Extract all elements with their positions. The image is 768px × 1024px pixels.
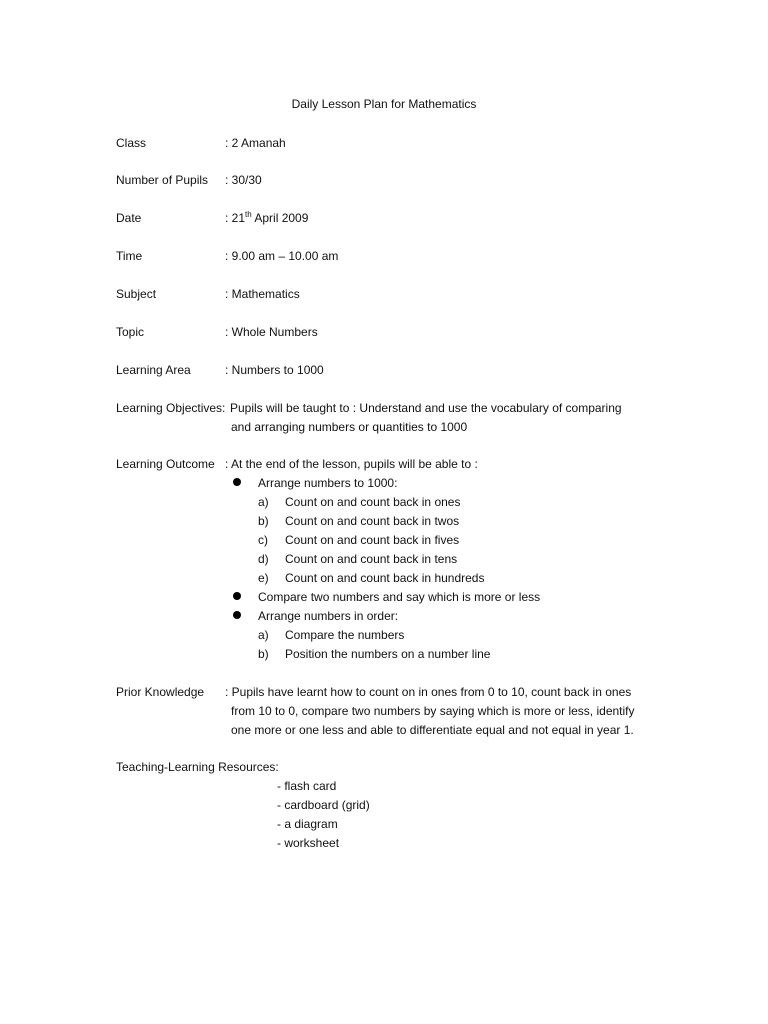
objectives-line-2: and arranging numbers or quantities to 1000 xyxy=(231,420,468,434)
outcome-label: Learning Outcome xyxy=(116,457,215,471)
outcome-intro: : At the end of the lesson, pupils will be able to : xyxy=(225,457,478,471)
subject-label: Subject xyxy=(116,287,157,301)
pupils-value: : 30/30 xyxy=(225,173,262,187)
learning-area-value: : Numbers to 1000 xyxy=(225,363,324,377)
bullet-icon xyxy=(233,592,241,600)
prior-knowledge-label: Prior Knowledge xyxy=(116,685,205,699)
sub-item-letter: e) xyxy=(258,571,269,585)
sub-item-text: Count on and count back in fives xyxy=(285,533,460,547)
outcome-bullet-2: Compare two numbers and say which is more or less xyxy=(258,590,541,604)
topic-value: : Whole Numbers xyxy=(225,325,318,339)
sub-item-text: Position the numbers on a number line xyxy=(285,647,491,661)
document-title: Daily Lesson Plan for Mathematics xyxy=(291,97,477,111)
bullet-icon xyxy=(233,478,241,486)
prior-knowledge-line-2: from 10 to 0, compare two numbers by saying which is more or less, identify xyxy=(231,704,635,718)
sub-item-letter: d) xyxy=(258,552,269,566)
sub-item-text: Compare the numbers xyxy=(285,628,405,642)
prior-knowledge-line-3: one more or one less and able to differentiate equal and not equal in year 1. xyxy=(231,723,634,737)
outcome-bullet-1: Arrange numbers to 1000: xyxy=(258,476,398,490)
class-value: : 2 Amanah xyxy=(225,136,286,150)
sub-item-letter: b) xyxy=(258,514,269,528)
objectives-line-1: Pupils will be taught to : Understand and use the vocabulary of comparing xyxy=(230,401,622,415)
date-month-year: April 2009 xyxy=(251,211,309,225)
sub-item-letter: a) xyxy=(258,628,269,642)
sub-item-letter: a) xyxy=(258,495,269,509)
time-label: Time xyxy=(116,249,143,263)
date-value xyxy=(225,210,308,226)
pupils-label: Number of Pupils xyxy=(116,173,209,187)
objectives-label: Learning Objectives: xyxy=(116,401,226,415)
time-value: : 9.00 am – 10.00 am xyxy=(225,249,339,263)
subject-value: : Mathematics xyxy=(225,287,300,301)
sub-item-text: Count on and count back in ones xyxy=(285,495,461,509)
sub-item-text: Count on and count back in twos xyxy=(285,514,460,528)
resource-item: - flash card xyxy=(277,779,337,793)
date-day: : 21 xyxy=(225,211,246,225)
resource-item: - cardboard (grid) xyxy=(277,798,370,812)
outcome-bullet-3: Arrange numbers in order: xyxy=(258,609,399,623)
bullet-icon xyxy=(233,611,241,619)
date-ordinal: th xyxy=(245,210,252,219)
resource-item: - worksheet xyxy=(277,836,340,850)
prior-knowledge-line-1: : Pupils have learnt how to count on in ones from 0 to 10, count back in ones xyxy=(225,685,632,699)
learning-area-label: Learning Area xyxy=(116,363,191,377)
class-label: Class xyxy=(116,136,147,150)
sub-item-letter: b) xyxy=(258,647,269,661)
topic-label: Topic xyxy=(116,325,145,339)
sub-item-text: Count on and count back in tens xyxy=(285,552,458,566)
resource-item: - a diagram xyxy=(277,817,338,831)
resources-label: Teaching-Learning Resources: xyxy=(116,760,279,774)
sub-item-letter: c) xyxy=(258,533,268,547)
date-label: Date xyxy=(116,211,142,225)
sub-item-text: Count on and count back in hundreds xyxy=(285,571,485,585)
